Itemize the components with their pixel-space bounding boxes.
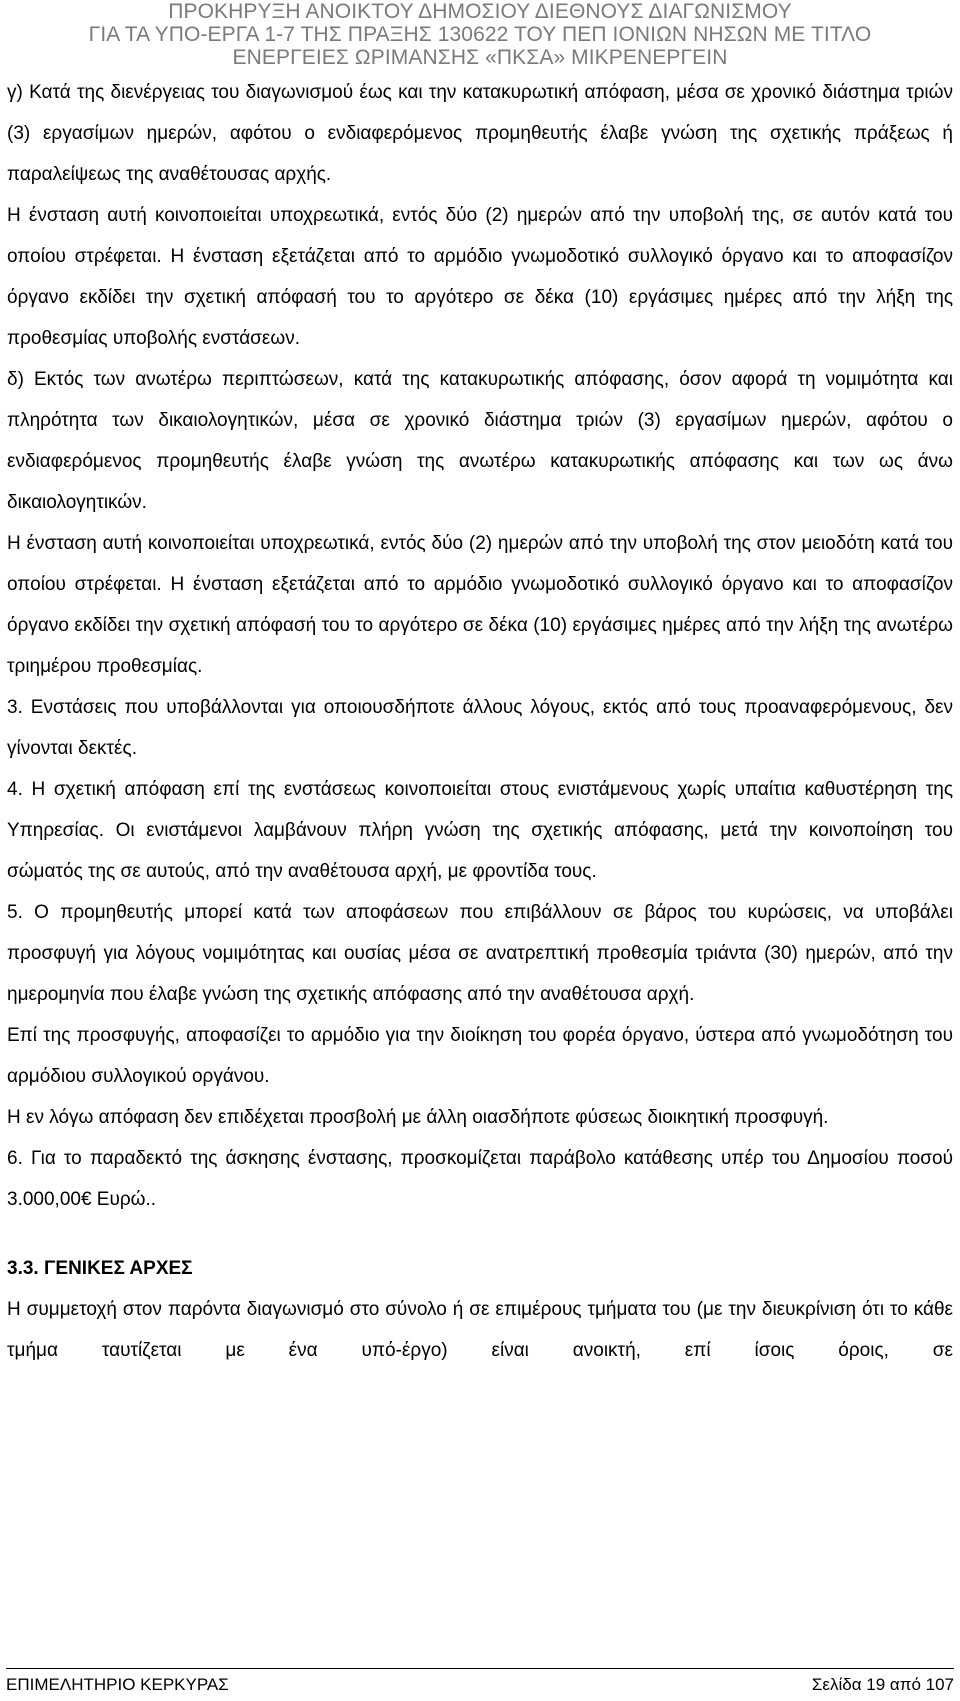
footer-organization: ΕΠΙΜΕΛΗΤΗΡΙΟ ΚΕΡΚΥΡΑΣ (6, 1675, 229, 1694)
paragraph-item-5: 5. Ο προμηθευτής μπορεί κατά των αποφάσεων που επιβάλλουν σε βάρος του κυρώσεις, να υποβάλει προσφυγή για λόγους νομιμότητας και ουσίας μέσα σε ανατρεπτική προθεσμία τριάντα (30) ημερών, από την ημερομηνία που έλαβε γνώση της σχετικής απόφασης από την αναθέτουσα αρχή. (7, 902, 953, 1005)
document-header (0, 0, 960, 69)
section-heading: 3.3. ΓΕΝΙΚΕΣ ΑΡΧΕΣ (7, 1258, 193, 1279)
paragraph-general-principles: Η συμμετοχή στον παρόντα διαγωνισμό στο σύνολο ή σε επιμέρους τμήματα του (με την διευκρίνιση ότι το κάθε τμήμα ταυτίζεται με ένα υπό-έργο) είναι ανοικτή, επί ίσοις όροις, σε (7, 1299, 953, 1361)
header-line-1: ΠΡΟΚΗΡΥΞΗ ΑΝΟΙΚΤΟΥ ΔΗΜΟΣΙΟΥ ΔΙΕΘΝΟΥΣ ΔΙΑΓΩΝΙΣΜΟΥ (168, 0, 792, 23)
document-footer (6, 1668, 954, 1695)
header-line-2: ΓΙΑ ΤΑ ΥΠΟ-ΕΡΓΑ 1-7 ΤΗΣ ΠΡΑΞΗΣ 130622 ΤΟΥ ΠΕΠ ΙΟΝΙΩΝ ΝΗΣΩΝ ΜΕ ΤΙΤΛΟ (88, 23, 872, 46)
footer-page-number: Σελίδα 19 από 107 (811, 1675, 954, 1694)
paragraph-objection-c: γ) Κατά της διενέργειας του διαγωνισμού έως και την κατακυρωτική απόφαση, μέσα σε χρονικό διάστημα τριών (3) εργασίμων ημερών, αφότου ο ενδιαφερόμενος προμηθευτής έλαβε γνώση της σχετικής πράξεως ή παραλείψεως της αναθέτουσας αρχής. (7, 82, 953, 185)
paragraph-item-4: 4. Η σχετική απόφαση επί της ενστάσεως κοινοποιείται στους ενιστάμενους χωρίς υπαίτια καθυστέρηση της Υπηρεσίας. Οι ενιστάμενοι λαμβάνουν πλήρη γνώση της σχετικής απόφασης, μετά την κοινοποίηση του σώματός της σε αυτούς, από την αναθέτουσα αρχή, με φροντίδα τους. (7, 779, 953, 882)
paragraph-objection-notification: Η ένσταση αυτή κοινοποιείται υποχρεωτικά, εντός δύο (2) ημερών από την υποβολή της, σε αυτόν κατά του οποίου στρέφεται. Η ένσταση εξετάζεται από το αρμόδιο γνωμοδοτικό συλλογικό όργανο και το αποφασίζον όργανο εκδίδει την σχετική απόφασή του το αργότερο σε δέκα (10) εργάσιμες ημέρες από την λήξη της προθεσμίας υποβολής ενστάσεων. (7, 205, 953, 349)
paragraph-objection-d-notification: Η ένσταση αυτή κοινοποιείται υποχρεωτικά, εντός δύο (2) ημερών από την υποβολή της στον μειοδότη κατά του οποίου στρέφεται. Η ένσταση εξετάζεται από το αρμόδιο γνωμοδοτικό συλλογικό όργανο και το αποφασίζον όργανο εκδίδει την σχετική απόφασή του το αργότερο σε δέκα (10) εργάσιμες ημέρες από την λήξη της ανωτέρω τριημέρου προθεσμίας. (7, 533, 953, 677)
paragraph-no-further-appeal: Η εν λόγω απόφαση δεν επιδέχεται προσβολή με άλλη οιασδήποτε φύσεως διοικητική προσφυγή. (7, 1107, 829, 1128)
paragraph-objection-d: δ) Εκτός των ανωτέρω περιπτώσεων, κατά της κατακυρωτικής απόφασης, όσον αφορά τη νομιμότητα και πληρότητα των δικαιολογητικών, μέσα σε χρονικό διάστημα τριών (3) εργασίμων ημερών, αφότου ο ενδιαφερόμενος προμηθευτής έλαβε γνώση της ανωτέρω κατακυρωτικής απόφασης και των ως άνω δικαιολογητικών. (7, 369, 953, 513)
paragraph-item-3: 3. Ενστάσεις που υποβάλλονται για οποιουσδήποτε άλλους λόγους, εκτός από τους προαναφερόμενους, δεν γίνονται δεκτές. (7, 697, 953, 759)
paragraph-appeal-decision: Επί της προσφυγής, αποφασίζει το αρμόδιο για την διοίκηση του φορέα όργανο, ύστερα από γνωμοδότηση του αρμόδιου συλλογικού οργάνου. (7, 1025, 953, 1087)
paragraph-item-6: 6. Για το παραδεκτό της άσκησης ένστασης, προσκομίζεται παράβολο κατάθεσης υπέρ του Δημοσίου ποσού 3.000,00€ Ευρώ.. (7, 1148, 953, 1210)
header-line-3: ΕΝΕΡΓΕΙΕΣ ΩΡΙΜΑΝΣΗΣ «ΠΚΣΑ» ΜΙΚΡΕΝΕΡΓΕΙΝ (232, 46, 728, 69)
document-body (7, 72, 953, 1371)
